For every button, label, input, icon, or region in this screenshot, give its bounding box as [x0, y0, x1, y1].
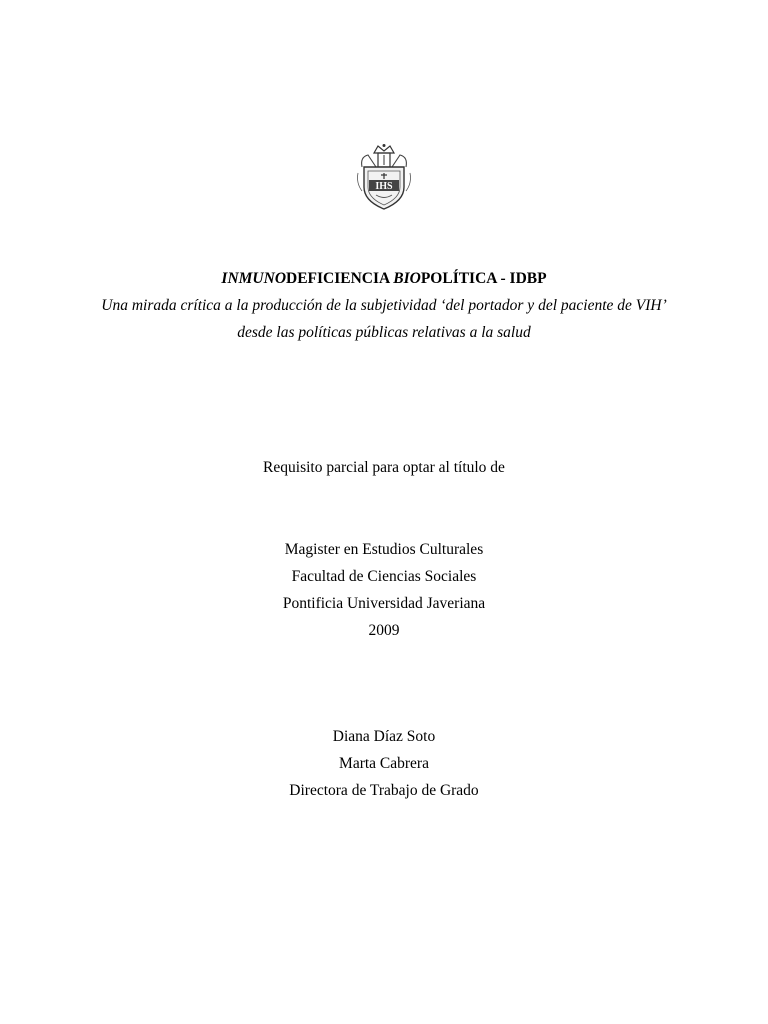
title-block	[0, 268, 768, 346]
faculty-name: Facultad de Ciencias Sociales	[291, 568, 477, 585]
title-part-bio: BIO	[393, 270, 421, 287]
director-name: Marta Cabrera	[339, 755, 429, 772]
title-part-inmuno: INMUNO	[221, 270, 287, 287]
requirement-text: Requisito parcial para optar al título de	[263, 459, 505, 476]
university-crest-icon	[354, 143, 414, 211]
subtitle-line-1: Una mirada crítica a la producción de la subjetividad ‘del portador y del paciente de VIH’	[101, 297, 667, 314]
title-part-politica: POLÍTICA - IDBP	[420, 270, 547, 287]
university-name: Pontificia Universidad Javeriana	[282, 595, 486, 612]
degree-title: Magister en Estudios Culturales	[284, 541, 484, 558]
crest-monogram: IHS	[375, 181, 393, 192]
director-role: Directora de Trabajo de Grado	[289, 782, 479, 799]
subtitle-line-2: desde las políticas públicas relativas a la salud	[237, 324, 531, 341]
authors-block	[0, 723, 768, 804]
degree-block	[0, 536, 768, 644]
title-part-deficiencia: DEFICIENCIA	[286, 270, 394, 287]
document-subtitle	[0, 292, 768, 346]
year: 2009	[368, 622, 400, 639]
document-title	[0, 268, 768, 290]
author-name: Diana Díaz Soto	[332, 728, 436, 745]
